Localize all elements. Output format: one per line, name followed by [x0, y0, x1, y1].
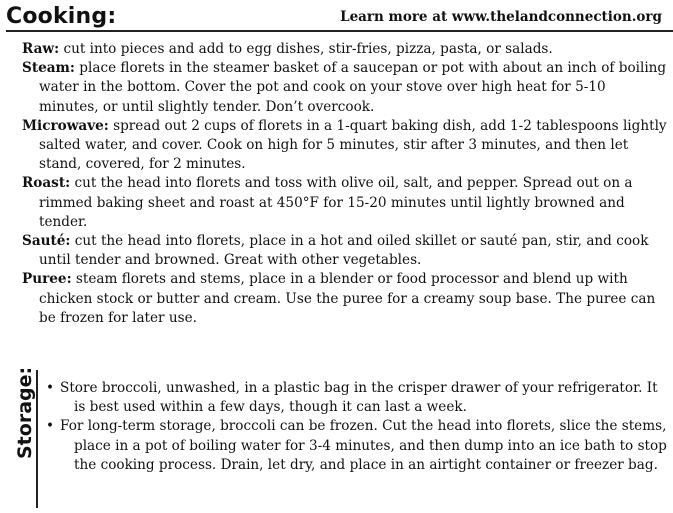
method-roast: [22, 174, 667, 232]
method-text: cut the head into florets and toss with olive oil, salt, and pepper. Spread out on a rimmed baking sheet and roast at 450°F for 15-20 minutes until lightly browned and tender.: [39, 175, 633, 230]
method-text: spread out 2 cups of florets in a 1-quart baking dish, add 1-2 tablespoons lightly salted water, and cover. Cook on high for 5 minutes, stir after 3 minutes, and then let stand, covered, for 2 minutes.: [39, 117, 667, 173]
storage-item-text: Store broccoli, unwashed, in a plastic bag in the crisper drawer of your refrigerator. It is best used within a few days, though it can last a week.: [60, 380, 658, 416]
header: [6, 2, 666, 34]
method-name: Sauté:: [22, 233, 71, 250]
cooking-methods: [22, 40, 667, 328]
bullet-icon: •: [46, 380, 55, 396]
method-name: Microwave:: [22, 117, 109, 134]
method-raw: [22, 40, 667, 59]
method-name: Roast:: [22, 175, 71, 192]
storage-divider: [36, 370, 38, 508]
storage-label: Storage:: [14, 366, 36, 459]
method-puree: [22, 270, 667, 328]
method-text: cut into pieces and add to egg dishes, stir-fries, pizza, pasta, or salads.: [63, 41, 553, 57]
method-name: Puree:: [22, 271, 72, 288]
method-name: Raw:: [22, 41, 60, 57]
method-saute: [22, 232, 667, 270]
bullet-icon: •: [46, 418, 55, 435]
storage-item: [46, 417, 668, 475]
method-text: place florets in the steamer basket of a saucepan or pot with about an inch of boiling water in the bottom. Cover the pot and cook on your stove over high heat for 5-10 minutes, or until slightly tender. Don’t overcook.: [39, 60, 667, 115]
storage-list: [46, 379, 668, 475]
method-steam: [22, 59, 667, 117]
storage-item: [46, 379, 668, 417]
header-divider: [6, 30, 673, 32]
method-text: cut the head into florets, place in a hot and oiled skillet or sauté pan, stir, and cook until tender and browned. Great with other vegetables.: [39, 233, 649, 269]
method-microwave: [22, 117, 667, 175]
section-title: Cooking:: [6, 4, 117, 29]
storage-item-text: For long-term storage, broccoli can be frozen. Cut the head into florets, slice the stems, place in a pot of boiling water for 3-4 minutes, and then dump into an ice bath to stop the cooking process. Drain, let dry, and place in an airtight container or freezer bag.: [60, 418, 667, 473]
method-name: Steam:: [22, 60, 75, 77]
website-link[interactable]: Learn more at www.thelandconnection.org: [340, 9, 662, 25]
method-text: steam florets and stems, place in a blender or food processor and blend up with chicken stock or butter and cream. Use the puree for a creamy soup base. The puree can be frozen for later use.: [39, 271, 656, 326]
